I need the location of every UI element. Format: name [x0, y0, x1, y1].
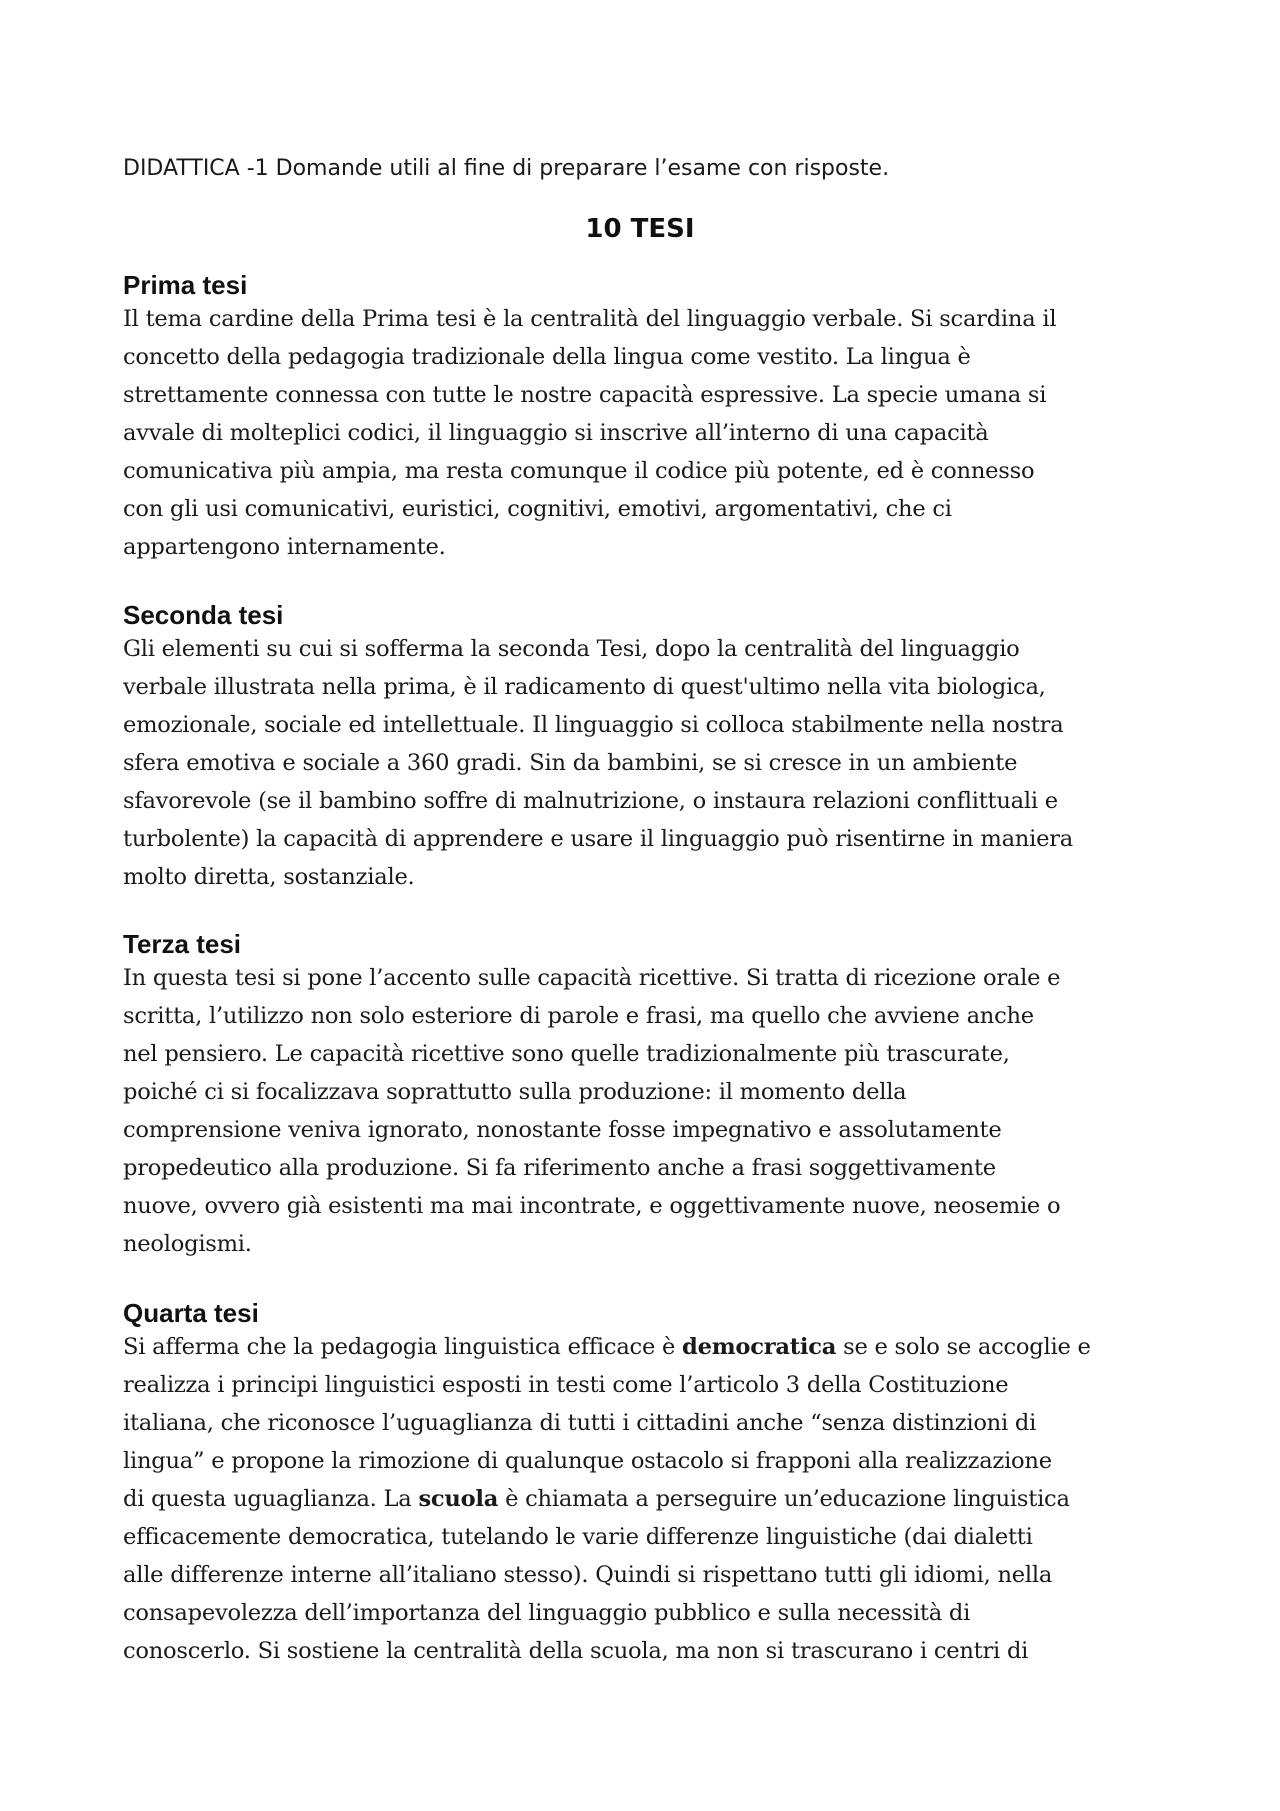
section-paragraph: [123, 300, 1183, 566]
section-paragraph: [123, 959, 1183, 1263]
section-prima-tesi: [123, 270, 1183, 566]
paragraph-line: In questa tesi si pone l’accento sulle capacità ricettive. Si tratta di ricezione orale e: [123, 965, 1061, 991]
paragraph-line: lingua” e propone la rimozione di qualunque ostacolo si frapponi alla realizzazione: [123, 1448, 1052, 1474]
section-heading: Seconda tesi: [123, 600, 284, 630]
document-title: 10 TESI: [585, 214, 695, 244]
paragraph-line: comprensione veniva ignorato, nonostante fosse impegnativo e assolutamente: [123, 1117, 1002, 1143]
paragraph-line: scritta, l’utilizzo non solo esteriore di parole e frasi, ma quello che avviene anche: [123, 1003, 1034, 1029]
paragraph-line: [123, 1328, 1183, 1366]
text-run: se e solo se accoglie e: [836, 1334, 1091, 1360]
section-seconda-tesi: [123, 600, 1183, 896]
emphasis-democratica: democratica: [682, 1334, 837, 1360]
paragraph-line: consapevolezza dell’importanza del linguaggio pubblico e sulla necessità di: [123, 1600, 971, 1626]
paragraph-line: nuove, ovvero già esistenti ma mai incontrate, e oggettivamente nuove, neosemie o: [123, 1193, 1061, 1219]
paragraph-line: sfavorevole (se il bambino soffre di malnutrizione, o instaura relazioni conflittuali e: [123, 788, 1058, 814]
paragraph-line: poiché ci si focalizzava soprattutto sulla produzione: il momento della: [123, 1079, 907, 1105]
paragraph-line: Gli elementi su cui si sofferma la seconda Tesi, dopo la centralità del linguaggio: [123, 636, 1020, 662]
paragraph-line: nel pensiero. Le capacità ricettive sono quelle tradizionalmente più trascurate,: [123, 1041, 1010, 1067]
paragraph-line: turbolente) la capacità di apprendere e usare il linguaggio può risentirne in maniera: [123, 826, 1073, 852]
paragraph-line: avvale di molteplici codici, il linguaggio si inscrive all’interno di una capacità: [123, 420, 989, 446]
paragraph-line: efficacemente democratica, tutelando le varie differenze linguistiche (dai dialetti: [123, 1524, 1033, 1550]
paragraph-line: strettamente connessa con tutte le nostre capacità espressive. La specie umana si: [123, 382, 1047, 408]
section-heading: Terza tesi: [123, 929, 242, 959]
paragraph-line: realizza i principi linguistici esposti in testi come l’articolo 3 della Costituzione: [123, 1372, 1009, 1398]
text-run: Si afferma che la pedagogia linguistica efficace è: [123, 1334, 683, 1360]
section-terza-tesi: [123, 929, 1183, 1263]
paragraph-line: conoscerlo. Si sostiene la centralità della scuola, ma non si trascurano i centri di: [123, 1638, 1029, 1664]
text-run: di questa uguaglianza. La: [123, 1486, 419, 1512]
paragraph-line: neologismi.: [123, 1231, 252, 1257]
paragraph-line: appartengono internamente.: [123, 534, 446, 560]
paragraph-line: comunicativa più ampia, ma resta comunque il codice più potente, ed è connesso: [123, 458, 1035, 484]
paragraph-line: con gli usi comunicativi, euristici, cognitivi, emotivi, argomentativi, che ci: [123, 496, 952, 522]
paragraph-line: Il tema cardine della Prima tesi è la centralità del linguaggio verbale. Si scardina il: [123, 306, 1057, 332]
section-paragraph: [123, 630, 1183, 896]
paragraph-line: verbale illustrata nella prima, è il radicamento di quest'ultimo nella vita biologica,: [123, 674, 1046, 700]
section-quarta-tesi: [123, 1298, 1183, 1670]
paragraph-line: molto diretta, sostanziale.: [123, 864, 415, 890]
paragraph-line: propedeutico alla produzione. Si fa riferimento anche a frasi soggettivamente: [123, 1155, 996, 1181]
section-heading: Prima tesi: [123, 270, 248, 300]
paragraph-line: italiana, che riconosce l’uguaglianza di tutti i cittadini anche “senza distinzioni di: [123, 1410, 1037, 1436]
paragraph-line: [123, 1480, 1183, 1518]
section-paragraph: [123, 1328, 1183, 1670]
paragraph-line: alle differenze interne all’italiano stesso). Quindi si rispettano tutti gli idiomi, nella: [123, 1562, 1053, 1588]
text-run: è chiamata a perseguire un’educazione linguistica: [498, 1486, 1070, 1512]
paragraph-line: concetto della pedagogia tradizionale della lingua come vestito. La lingua è: [123, 344, 971, 370]
document-intro-line: DIDATTICA -1 Domande utili al fine di preparare l’esame con risposte.: [123, 156, 890, 181]
paragraph-line: emozionale, sociale ed intellettuale. Il linguaggio si colloca stabilmente nella nostra: [123, 712, 1064, 738]
section-heading: Quarta tesi: [123, 1298, 259, 1328]
emphasis-scuola: scuola: [418, 1486, 499, 1512]
paragraph-line: sfera emotiva e sociale a 360 gradi. Sin da bambini, se si cresce in un ambiente: [123, 750, 1018, 776]
